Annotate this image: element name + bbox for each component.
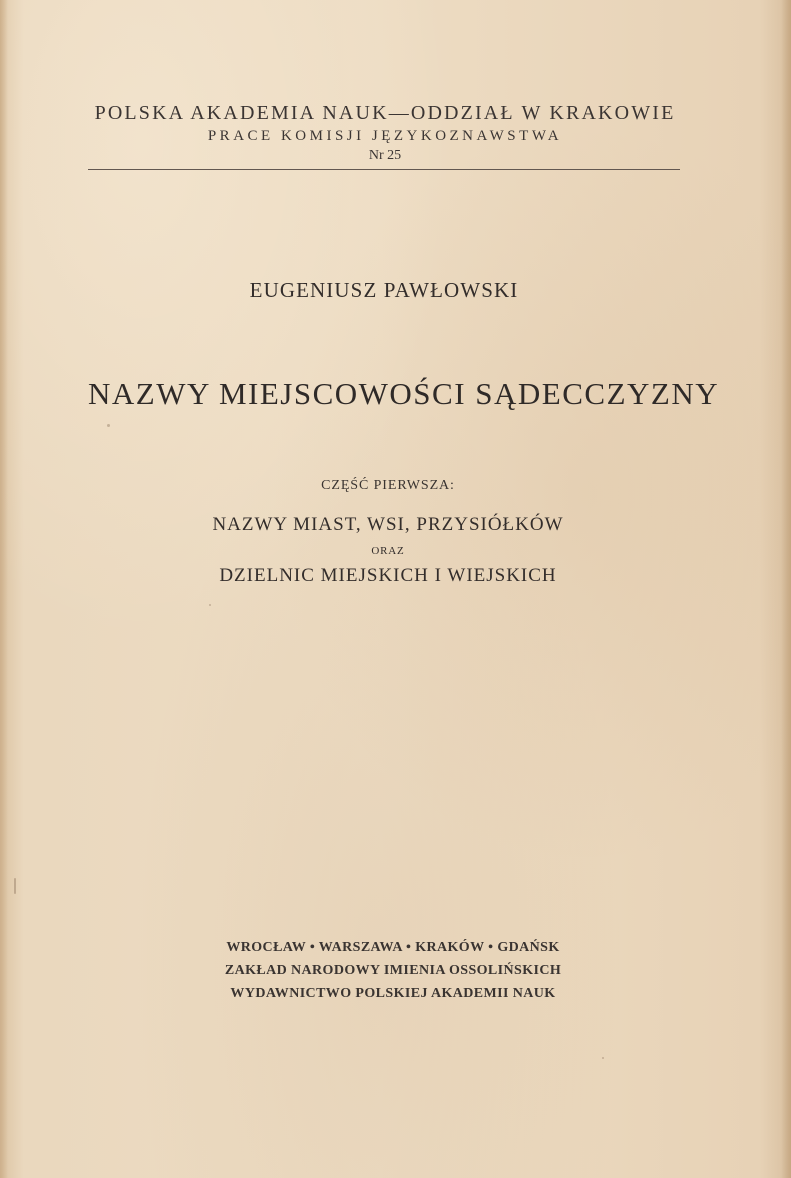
publisher-cities: WROCŁAW • WARSZAWA • KRAKÓW • GDAŃSK (226, 940, 560, 955)
part-title-line-2: DZIELNIC MIEJSKICH I WIEJSKICH (219, 565, 557, 586)
paper-spot (14, 878, 16, 894)
paper-right-edge (781, 0, 791, 1178)
series-institution: POLSKA AKADEMIA NAUK—ODDZIAŁ W KRAKOWIE (94, 102, 676, 124)
paper-spot (209, 604, 211, 606)
paper-left-edge (0, 0, 8, 1178)
publisher-block (208, 936, 578, 1005)
part-title-conjunction: ORAZ (371, 545, 405, 557)
part-title-line-1: NAZWY MIAST, WSI, PRZYSIÓŁKÓW (212, 514, 564, 535)
series-commission: PRACE KOMISJI JĘZYKOZNAWSTWA (207, 128, 563, 144)
author-name: EUGENIUSZ PAWŁOWSKI (249, 278, 519, 302)
publisher-name: ZAKŁAD NARODOWY IMIENIA OSSOLIŃSKICH (224, 963, 562, 978)
series-number: Nr 25 (368, 148, 402, 163)
paper-spot (107, 424, 110, 427)
book-title: NAZWY MIEJSCOWOŚCI SĄDECCZYZNY (88, 376, 720, 411)
part-label: CZĘŚĆ PIERWSZA: (321, 478, 455, 493)
publisher-imprint: WYDAWNICTWO POLSKIEJ AKADEMII NAUK (230, 986, 556, 1001)
paper-spot (602, 1057, 604, 1059)
header-rule (88, 169, 680, 170)
series-header (88, 102, 682, 164)
